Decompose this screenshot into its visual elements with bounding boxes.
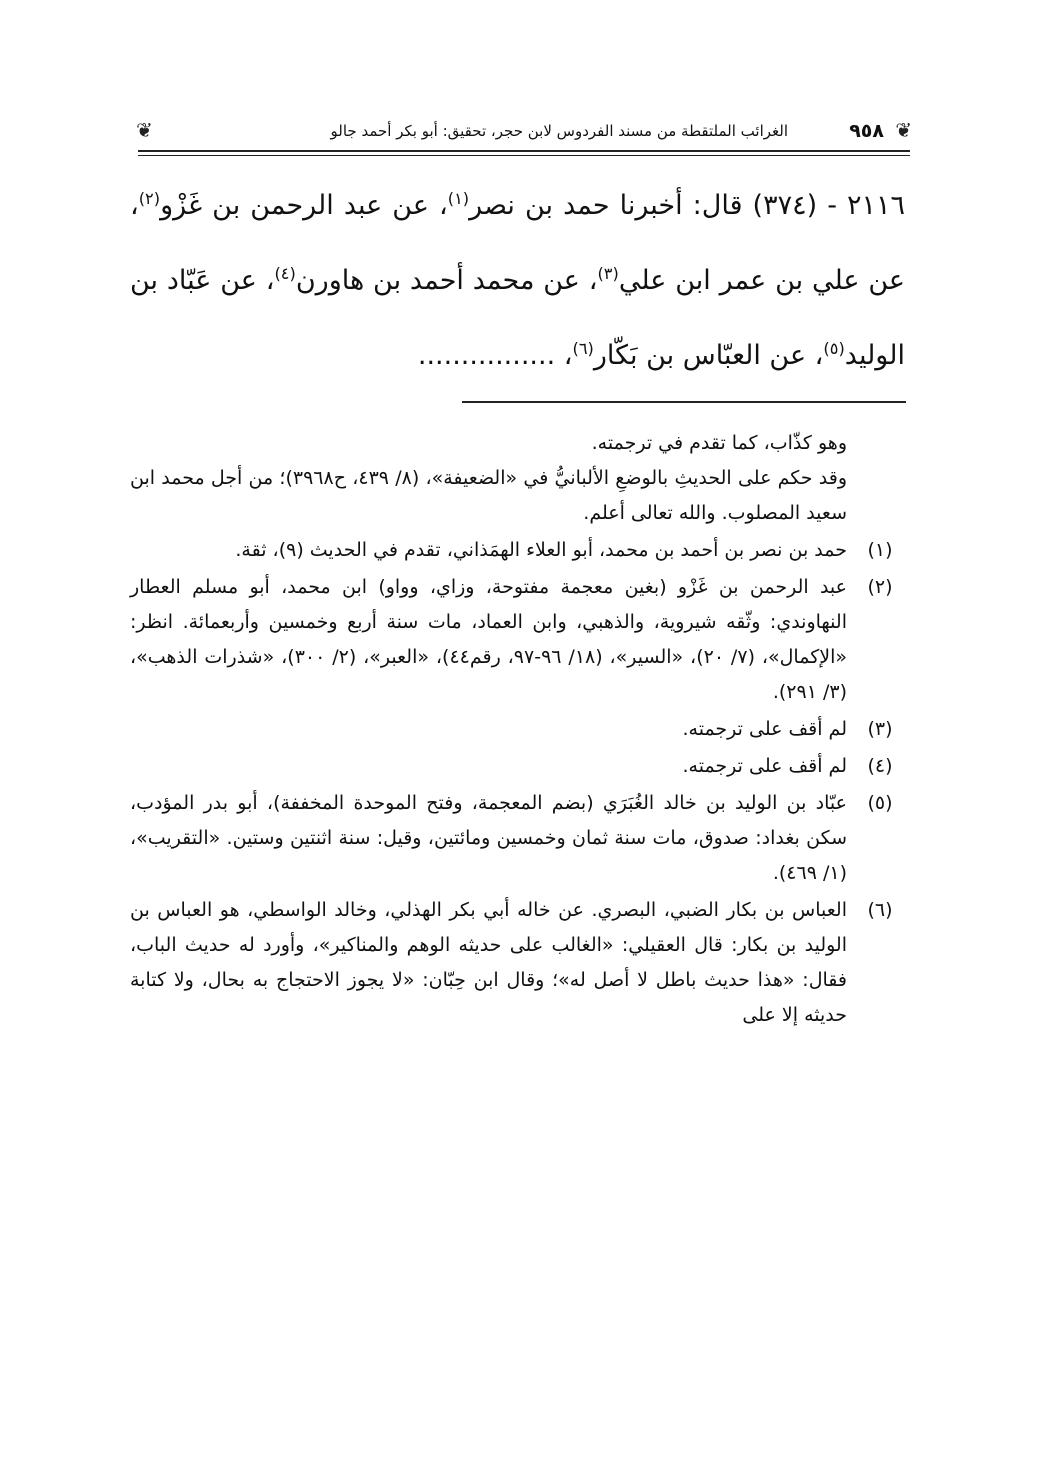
hadith-paragraph (130, 168, 905, 393)
footnote-ref: (١) (447, 189, 470, 208)
footnote-5 (130, 786, 905, 891)
footnote-number: (٢) (867, 576, 893, 598)
running-header (138, 112, 910, 152)
running-title: الغرائب الملتقطة من مسند الفردوس لابن حجر، تحقيق: أبو بكر أحمد جالو (330, 122, 788, 140)
continuation-dots: ................ (417, 340, 556, 371)
footnote-number: (٤) (867, 755, 893, 777)
footnote-continuation-line: وهو كذّاب، كما تقدم في ترجمته. (591, 432, 847, 454)
hadith-chain-segment: ، (555, 340, 573, 371)
hadith-chain-segment: ، عن العبّاس بن بَكّار (593, 340, 824, 371)
footnote-1 (130, 533, 905, 568)
header-rule-thin (138, 155, 910, 156)
footnote-2 (130, 570, 905, 710)
ornament-left-icon: ❦ (136, 118, 153, 142)
footnote-ref: (٢) (138, 189, 161, 208)
footnote-text: العباس بن بكار الضبي، البصري. عن خاله أبي بكر الهذلي، وخالد الواسطي، هو العباس بن الوليد بن بكار: قال العقيلي: «الغالب على حديثه الوهم والمناكير»، وأورد له حديث الباب، فقال: «هذا حديث باطل لا أصل له»؛ وقال ابن حِبّان: «لا يجوز الاحتجاج به بحال، ولا كتابة حديثه إلا على (130, 899, 847, 1026)
footnote-number: (٥) (867, 792, 893, 814)
footnote-4 (130, 749, 905, 784)
footnote-separator (462, 401, 906, 403)
hadith-chain-segment: ٢١١٦ - (٣٧٤) قال: أخبرنا حمد بن نصر (469, 190, 906, 221)
footnote-number: (١) (867, 539, 893, 561)
footnote-6 (130, 893, 905, 1033)
footnote-3 (130, 712, 905, 747)
footnote-ref: (٤) (274, 264, 296, 283)
hadith-chain-segment: ، عن علي بن عمر ابن علي (130, 190, 906, 296)
page-number: ٩٥٨ (849, 120, 884, 142)
footnote-text: عبّاد بن الوليد بن خالد الغُبَرَي (بضم المعجمة، وفتح الموحدة المخففة)، أبو بدر المؤدب، سكن بغداد: صدوق، مات سنة ثمان وخمسين ومائتين، وقيل: سنة اثنتين وستين. «التقريب»، (١/ ٤٦٩). (130, 792, 847, 884)
footnote-ref: (٣) (597, 264, 619, 283)
footnote-continuation-line: وقد حكم على الحديثِ بالوضعِ الألبانيُّ في «الضعيفة»، (٨/ ٤٣٩، ح٣٩٦٨)؛ من أجل محمد ابن سعيد المصلوب. والله تعالى أعلم. (130, 467, 848, 524)
footnote-ref: (٥) (823, 339, 845, 358)
footnote-text: لم أقف على ترجمته. (682, 718, 847, 740)
hadith-chain-segment: ، عن محمد أحمد بن هاورن (295, 265, 598, 296)
header-rule (138, 150, 910, 152)
hadith-text (130, 168, 905, 393)
footnote-ref: (٦) (572, 339, 594, 358)
footnote-number: (٣) (867, 718, 893, 740)
hadith-chain-segment: ، عن عَبّاد بن الوليد (130, 265, 905, 371)
footnote-text: حمد بن نصر بن أحمد بن محمد، أبو العلاء الهمَذاني، تقدم في الحديث (٩)، ثقة. (235, 539, 847, 561)
hadith-chain-segment: ، عن عبد الرحمن بن غَزْو (160, 190, 448, 221)
ornament-right-icon: ❦ (895, 118, 912, 142)
footnote-text: عبد الرحمن بن غَزْو (بغين معجمة مفتوحة، وزاي، وواو) ابن محمد، أبو مسلم العطار النهاوندي: وثّقه شيروية، والذهبي، وابن العماد، مات سنة أربع وخمسين وأربعمائة. انظر: «الإكمال»، (٧/ ٢٠)، «السير»، (١٨/ ٩٦-٩٧، رقم٤٤)، «العبر»، (٢/ ٣٠٠)، «شذرات الذهب»، (٣/ ٢٩١). (130, 576, 847, 703)
footnote-text: لم أقف على ترجمته. (682, 755, 847, 777)
footnote-number: (٦) (867, 899, 893, 921)
footnote-continuation (130, 426, 905, 531)
footnotes (130, 426, 905, 1033)
